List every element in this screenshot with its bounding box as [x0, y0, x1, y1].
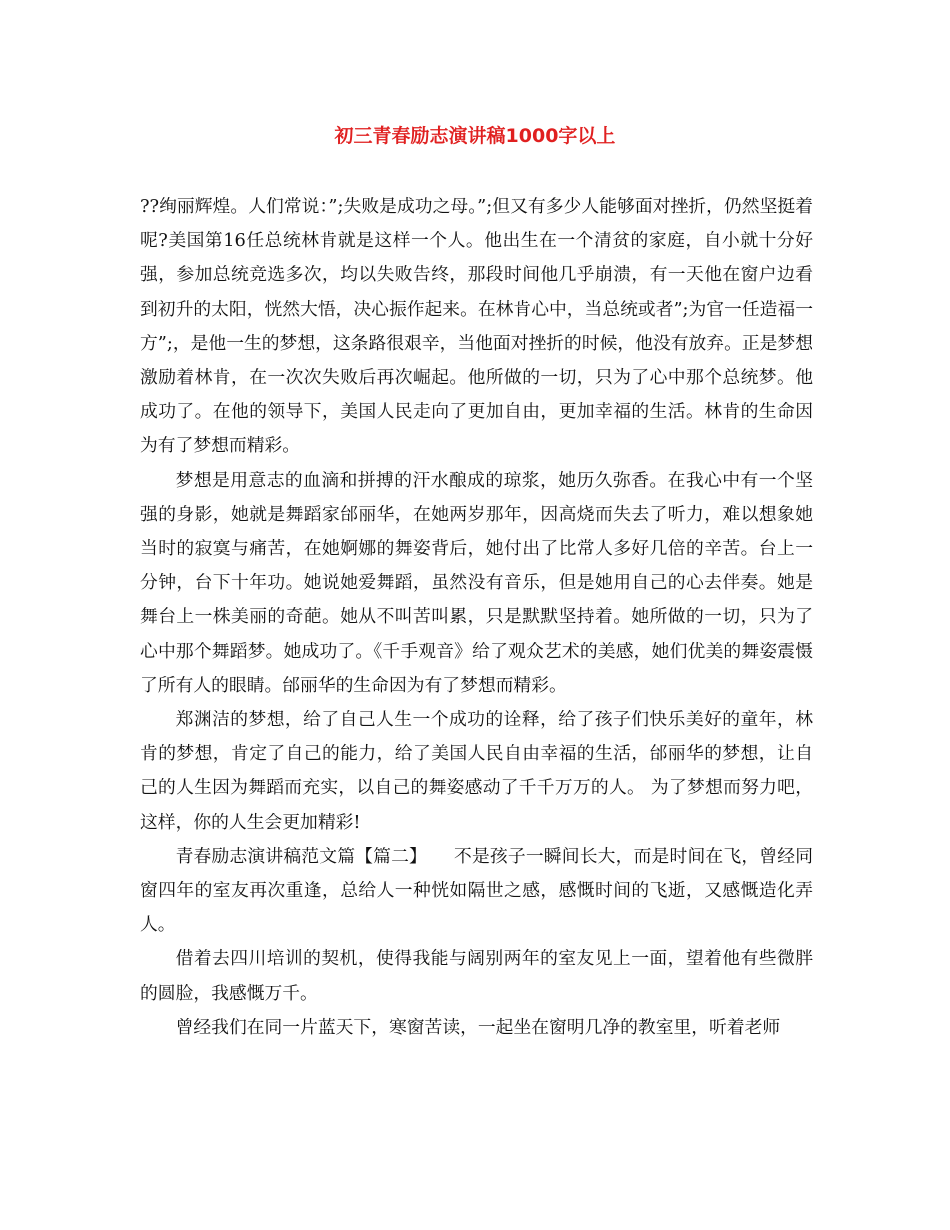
paragraph-6: 曾经我们在同一片蓝天下，寒窗苦读，一起坐在窗明几净的教室里，听着老师 — [175, 1016, 781, 1038]
paragraph-3: 郑渊洁的梦想，给了自己人生一个成功的诠释，给了孩子们快乐美好的童年，林肯的梦想，肯定了自己的能力，给了美国人民自由幸福的生活，邰丽华的梦想，让自己的人生因为舞蹈而充实，以自己的舞姿感动了千千万万的人。 为了梦想而努力吧，这样，你的人生会更加精彩! — [140, 709, 813, 833]
paragraph-1: ??绚丽辉煌。人们常说：”;失败是成功之母。”;但又有多少人能够面对挫折，仍然坚挺着呢?美国第16任总统林肯就是这样一个人。他出生在一个清贫的家庭，自小就十分好强，参加总统竞选多次，均以失败告终，那段时间他几乎崩溃，有一天他在窗户边看到初升的太阳，恍然大悟，决心振作起来。在林肯心中，当总统或者”;为官一任造福一方”;，是他一生的梦想，这条路很艰辛，当他面对挫折的时候，他没有放弃。正是梦想激励着林肯，在一次次失败后再次崛起。他所做的一切，只为了心中那个总统梦。他成功了。在他的领导下，美国人民走向了更加自由，更加幸福的生活。林肯的生命因为有了梦想而精彩。 — [140, 196, 813, 457]
paragraph-4: 青春励志演讲稿范文篇【篇二】 不是孩子一瞬间长大，而是时间在飞，曾经同窗四年的室友再次重逢，总给人一种恍如隔世之感，感慨时间的飞逝，又感慨造化弄人。 — [140, 845, 813, 936]
paragraph-5: 借着去四川培训的契机，使得我能与阔别两年的室友见上一面，望着他有些微胖的圆脸，我感慨万千。 — [140, 948, 813, 1004]
document-body — [140, 190, 813, 1045]
document-title: 初三青春励志演讲稿1000字以上 — [334, 125, 616, 147]
paragraph-2: 梦想是用意志的血滴和拼搏的汗水酿成的琼浆，她历久弥香。在我心中有一个坚强的身影，她就是舞蹈家邰丽华，在她两岁那年，因高烧而失去了听力，难以想象她当时的寂寞与痛苦，在她婀娜的舞姿背后，她付出了比常人多好几倍的辛苦。台上一分钟，台下十年功。她说她爱舞蹈，虽然没有音乐，但是她用自己的心去伴奏。她是舞台上一株美丽的奇葩。她从不叫苦叫累，只是默默坚持着。她所做的一切，只为了心中那个舞蹈梦。她成功了。《千手观音》给了观众艺术的美感，她们优美的舞姿震慑了所有人的眼睛。邰丽华的生命因为有了梦想而精彩。 — [140, 469, 813, 696]
